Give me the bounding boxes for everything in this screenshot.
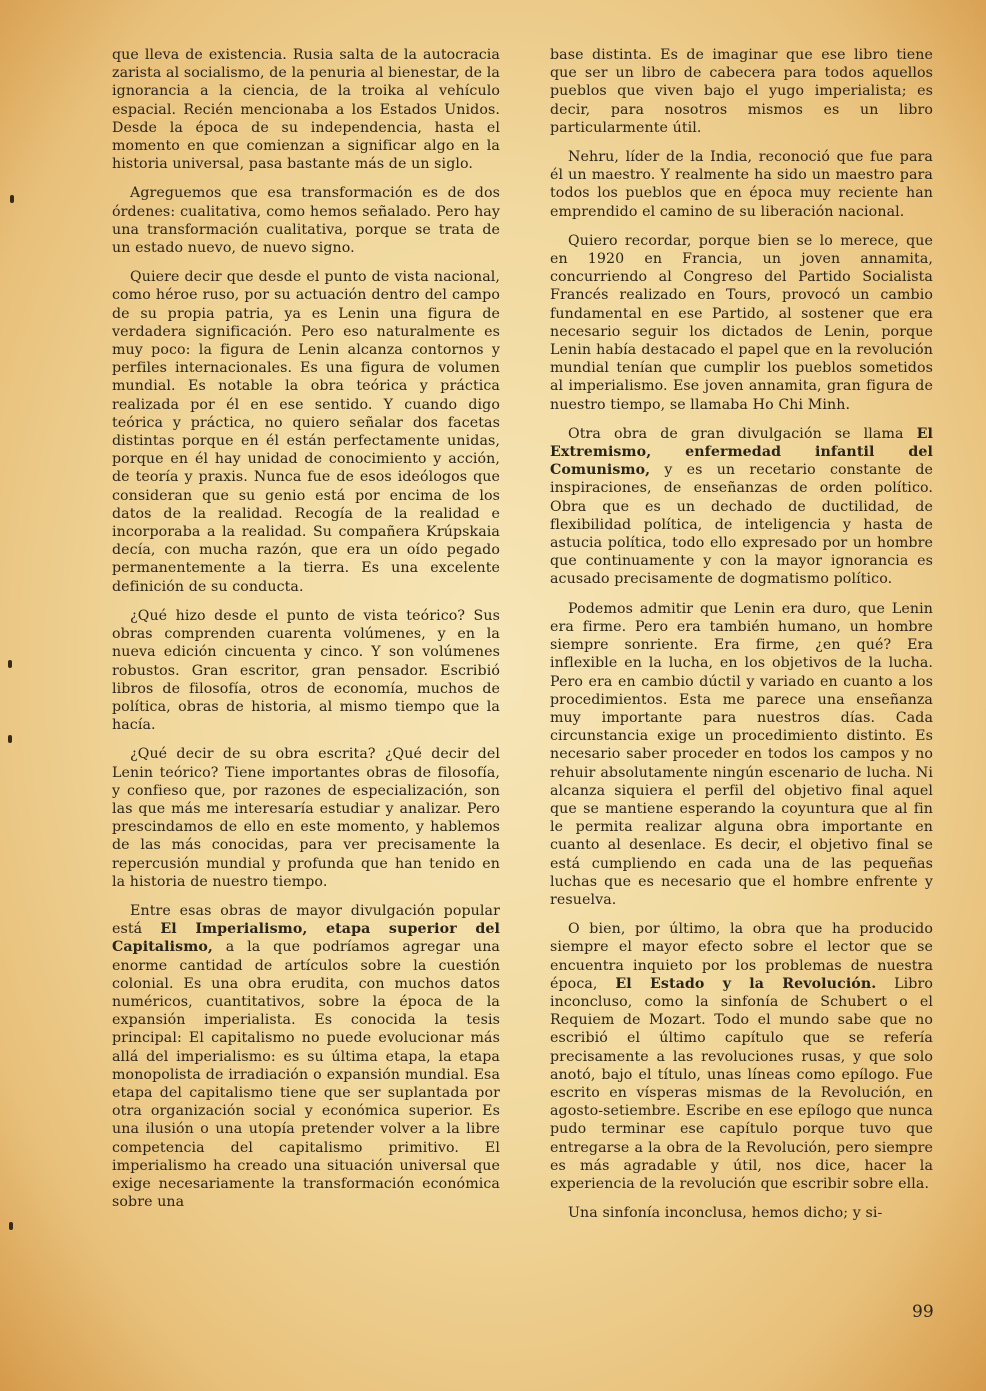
paragraph: Quiero recordar, porque bien se lo merece, que en 1920 en Francia, un joven annamita, concurriendo al Congreso del Partido Socialista Francés realizado en Tours, provocó un cambio fundamental en ese Partido, al sostener que era necesario seguir los dictados de Lenin, porque Lenin había destacado el papel que en la revolución mundial tenían que cumplir los pueblos sometidos al imperialismo. Ese joven annamita, gran figura de nuestro tiempo, se llamaba Ho Chi Minh. (550, 232, 933, 413)
book-title: El Imperialismo, etapa superior del Capitalismo, (112, 921, 500, 956)
paragraph: que lleva de existencia. Rusia salta de la autocracia zarista al socialismo, de la penuria al bienestar, de la ignorancia a la ciencia, de la troika al vehículo espacial. Recién mencionaba a los Estados Unidos. Desde la época de su independencia, hasta el momento en que comienzan a significar algo en la historia universal, pasa bastante más de un siglo. (112, 47, 500, 173)
right-column (550, 46, 933, 1233)
page-number: 99 (912, 1302, 934, 1322)
paragraph: Podemos admitir que Lenin era duro, que Lenin era firme. Pero era también humano, un hombre siempre sonriente. Era firme, ¿en qué? Era inflexible en la lucha, en los objetivos de la lucha. Pero era en cambio dúctil y variado en cuanto a los procedimientos. Esta me parece una enseñanza muy importante para nuestros días. Cada circunstancia exige un procedimiento distinto. Es necesario saber proceder en todos los campos y no rehuir absolutamente ningún escenario de lucha. Ni alcanza siquiera el perfil del objetivo final aquel que se mantiene esperando la coyuntura que al fin le permita realizar alguna obra importante en cuanto al desenlace. Es decir, el objetivo final se está cumpliendo en cada una de las pequeñas luchas que es necesario que el hombre enfrente y resuelva. (550, 600, 933, 908)
edge-speck (9, 1222, 13, 1230)
paragraph: Una sinfonía inconclusa, hemos dicho; y si- (568, 1205, 883, 1222)
paragraph: ¿Qué hizo desde el punto de vista teórico? Sus obras comprenden cuarenta volúmenes, y en la nueva edición cincuenta y cinco. Y son volúmenes robustos. Gran escritor, gran pensador. Escribió libros de filosofía, otros de economía, muchos de política, obras de historia, al mismo tiempo que la hacía. (112, 607, 500, 734)
edge-speck (8, 660, 12, 668)
left-column (112, 46, 500, 1222)
paragraph: base distinta. Es de imaginar que ese libro tiene que ser un libro de cabecera para todos aquellos pueblos que viven bajo el yugo imperialista; es decir, para nosotros mismos es un libro particularmente útil. (550, 47, 933, 136)
book-title: El Extremismo, enfermedad infantil del Comunismo, (550, 425, 933, 479)
edge-speck (10, 195, 14, 203)
paragraph: ¿Qué decir de su obra escrita? ¿Qué decir del Lenin teórico? Tiene importantes obras de filosofía, y confieso que, por razones de especialización, son las que más me interesaría estudiar y analizar. Pero prescindamos de ello en este momento, y hablemos de las más conocidas, para ver precisamente la repercusión mundial y profunda que han tenido en la historia de nuestro tiempo. (112, 746, 500, 890)
paragraph: Otra obra de gran divulgación se llama El Extremismo, enfermedad infantil del Comunismo, y es un recetario constante de inspiraciones, de enseñanzas de orden político. Obra que es un dechado de ductilidad, de flexibilidad política, de inteligencia y hasta de astucia política, todo ello expresado por un hombre que continuamente y con la mayor ignorancia es acusado precisamente de dogmatismo político. (550, 425, 933, 588)
book-title: El Estado y la Revolución. (615, 975, 877, 992)
paragraph: Quiere decir que desde el punto de vista nacional, como héroe ruso, por su actuación dentro del campo de su propia patria, ya es Lenin una figura de verdadera significación. Pero eso naturalmente es muy poco: la figura de Lenin alcanza contornos y perfiles internacionales. Es una figura de volumen mundial. Es notable la obra teórica y práctica realizada por él en ese sentido. Y cuando digo teórica y práctica, no quiero señalar dos facetas distintas porque en él están perfectamente unidas, porque en él hay unidad de conocimiento y acción, de teoría y praxis. Nunca fue de esos ideólogos que consideran que su genio está por encima de los datos de la realidad. Recogía de la realidad e incorporaba a la realidad. Su compañera Krúpskaia decía, con mucha razón, que era un oído pegado permanentemente a la tierra. Es una excelente definición de su conducta. (112, 269, 500, 595)
edge-speck (8, 735, 12, 743)
paragraph: Agreguemos que esa transformación es de dos órdenes: cualitativa, como hemos señalado. Pero hay una transformación cualitativa, porque se trata de un estado nuevo, de nuevo signo. (112, 185, 500, 257)
paragraph: Entre esas obras de mayor divulgación popular está El Imperialismo, etapa superior del Capitalismo, a la que podríamos agregar una enorme cantidad de artículos sobre la cuestión colonial. Es una obra erudita, con muchos datos numéricos, cuantitativos, sobre la época de la expansión imperialista. Es conocida la tesis principal: El capitalismo no puede evolucionar más allá del imperialismo: es su última etapa, la etapa monopolista de irradiación o expansión mundial. Esa etapa del capitalismo tiene que ser suplantada por otra organización social y económica superior. Es una ilusión o una utopía pretender volver a la libre competencia del capitalismo primitivo. El imperialismo ha creado una situación universal que exige necesariamente la transformación económica sobre una (112, 902, 500, 1211)
paragraph: Nehru, líder de la India, reconoció que fue para él un maestro. Y realmente ha sido un maestro para todos los pueblos que en época muy reciente han emprendido el camino de su liberación nacional. (550, 149, 933, 220)
paragraph: O bien, por último, la obra que ha producido siempre el mayor efecto sobre el lector que se encuentra inquieto por los problemas de nuestra época, El Estado y la Revolución. Libro inconcluso, como la sinfonía de Schubert o el Requiem de Mozart. Todo el mundo sabe que no escribió el último capítulo que se refería precisamente a las revoluciones rusas, y que solo anotó, bajo el título, unas líneas como epílogo. Fue escrito en vísperas mismas de la Revolución, en agosto-setiembre. Escribe en ese epílogo que nunca pudo terminar ese capítulo porque tuvo que entregarse a la obra de la Revolución, pero siempre es más agradable y útil, nos dice, hacer la experiencia de la revolución que escribir sobre ella. (550, 921, 933, 1192)
